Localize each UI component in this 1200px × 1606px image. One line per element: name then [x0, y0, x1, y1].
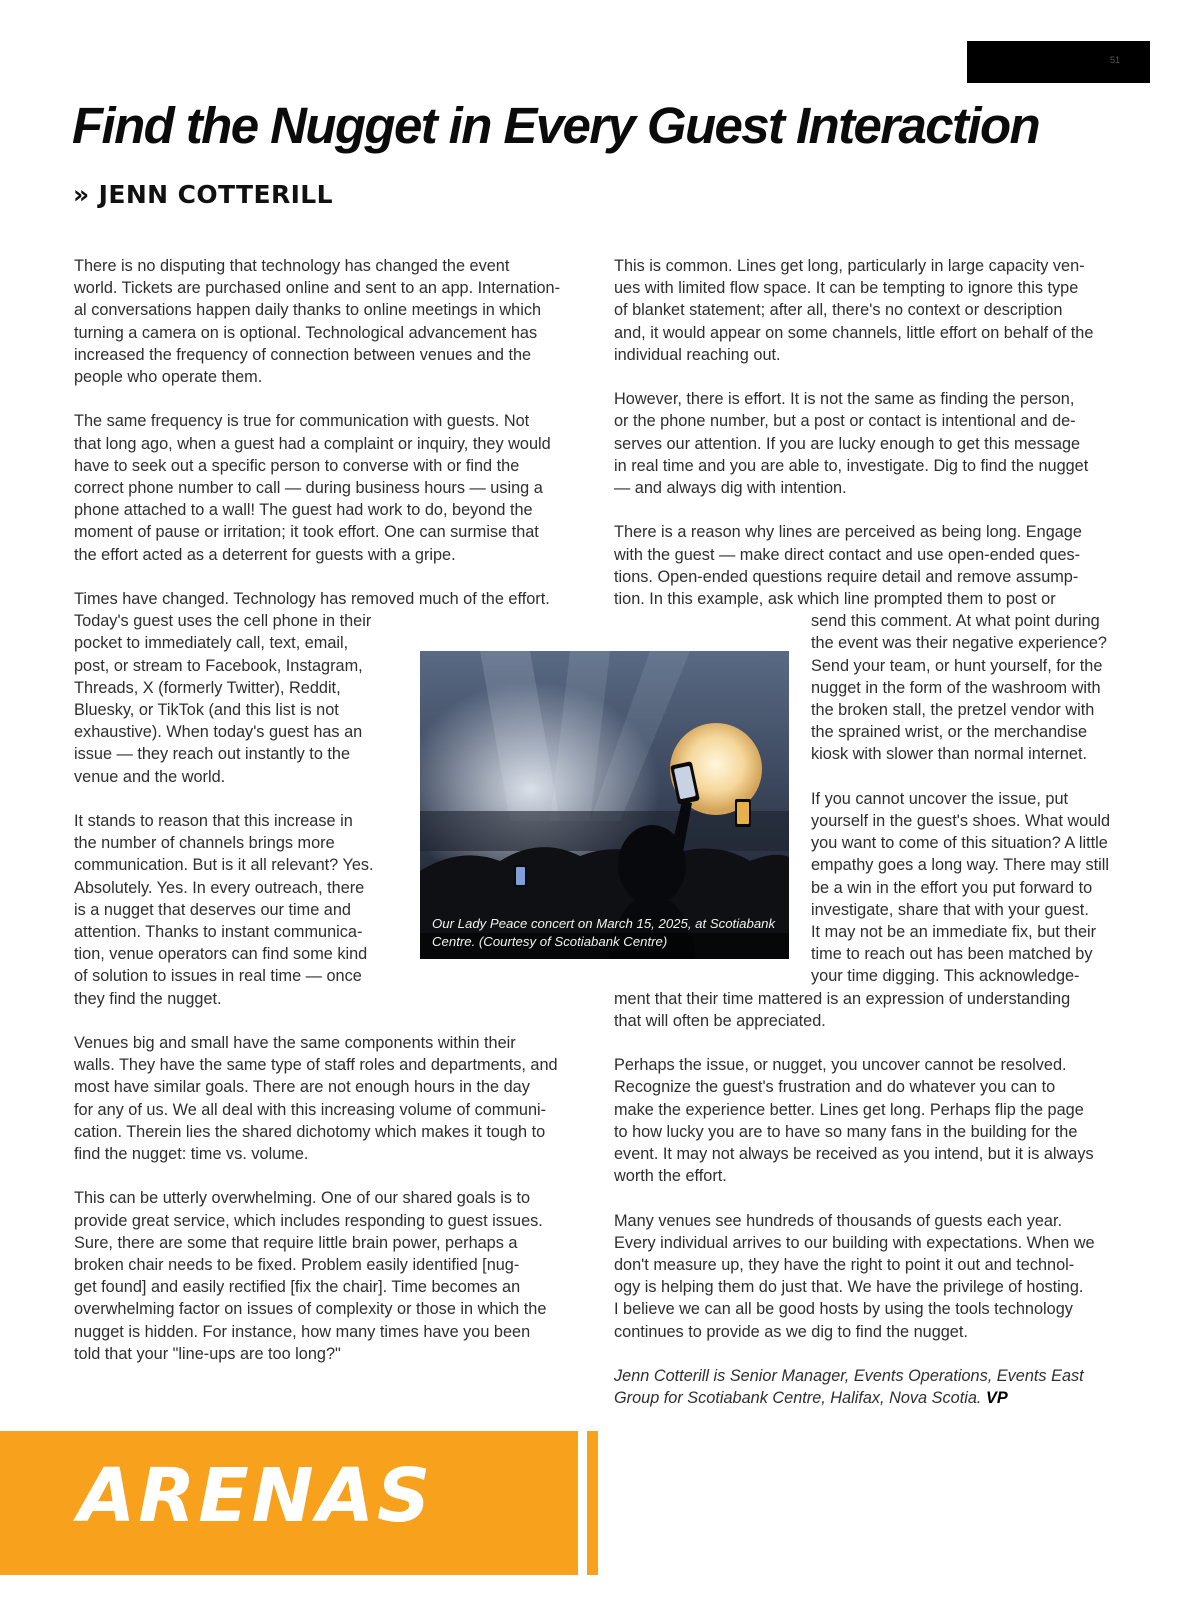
text-line: I believe we can all be good hosts by using the tools technology: [614, 1300, 1073, 1319]
paragraph: [614, 255, 1134, 366]
text-line: yourself in the guest's shoes. What would: [811, 812, 1111, 831]
text-line: communication. But is it all relevant? Yes.: [74, 856, 374, 875]
text-line: exhaustive). When today's guest has an: [74, 723, 363, 742]
text-line: that will often be appreciated.: [614, 1011, 826, 1030]
text-line: correct phone number to call — during business hours — using a: [74, 479, 543, 498]
text-line: serves our attention. If you are lucky enough to get this message: [614, 434, 1081, 453]
text-line: that long ago, when a guest had a complaint or inquiry, they would: [74, 434, 551, 453]
text-line: with the guest — make direct contact and use open-ended ques-: [614, 545, 1081, 564]
text-line: This is common. Lines get long, particularly in large capacity ven-: [614, 257, 1085, 275]
paragraph: [614, 988, 1134, 1032]
text-line: overwhelming factor on issues of complexity or those in which the: [74, 1300, 547, 1319]
text-line: in real time and you are able to, investigate. Dig to find the nugget: [614, 456, 1089, 475]
text-line: There is a reason why lines are perceived as being long. Engage: [614, 523, 1082, 542]
text-line: Times have changed. Technology has removed much of the effort.: [74, 590, 550, 609]
photo-caption: [432, 915, 781, 951]
text-line: tion. In this example, ask which line prompted them to post or: [614, 590, 1056, 609]
text-line: nugget is hidden. For instance, how many times have you been: [74, 1322, 531, 1341]
text-line: Recognize the guest's frustration and do whatever you can to: [614, 1078, 1056, 1097]
text-line: Venues big and small have the same components within their: [74, 1034, 516, 1053]
text-line: send this comment. At what point during: [811, 612, 1100, 631]
text-line: — and always dig with intention.: [614, 479, 847, 498]
text-line: the event was their negative experience?: [811, 634, 1107, 653]
text-line: Centre. (Courtesy of Scotiabank Centre): [432, 934, 668, 949]
concert-photo: [420, 651, 789, 959]
text-line: of blanket statement; after all, there's no context or description: [614, 301, 1063, 320]
text-line: post, or stream to Facebook, Instagram,: [74, 656, 363, 675]
byline-chevron-icon: »: [73, 180, 90, 209]
text-line: tion, venue operators can find some kind: [74, 945, 368, 964]
text-line: nugget in the form of the washroom with: [811, 678, 1101, 697]
text-line: provide great service, which includes responding to guest issues.: [74, 1211, 543, 1230]
text-line: Threads, X (formerly Twitter), Reddit,: [74, 678, 341, 697]
text-line: have to seek out a specific person to converse with or find the: [74, 456, 520, 475]
author-name: JENN COTTERILL: [98, 180, 333, 209]
text-line: Many venues see hundreds of thousands of guests each year.: [614, 1211, 1063, 1230]
text-line: is a nugget that deserves our time and: [74, 900, 351, 919]
text-line: moment of pause or irritation; it took effort. One can surmise that: [74, 523, 539, 542]
text-line: Every individual arrives to our building with expectations. When we: [614, 1233, 1095, 1252]
text-line: Perhaps the issue, or nugget, you uncover cannot be resolved.: [614, 1056, 1067, 1075]
text-line: the broken stall, the pretzel vendor with: [811, 701, 1095, 720]
byline: [73, 180, 333, 209]
text-line: [614, 1387, 1134, 1409]
text-line: to how lucky you are to have so many fans in the building for the: [614, 1122, 1078, 1141]
text-line: continues to provide as we dig to find the nugget.: [614, 1322, 968, 1341]
bio-text: Group for Scotiabank Centre, Halifax, Nova Scotia.: [614, 1389, 982, 1408]
text-line: empathy goes a long way. There may still: [811, 856, 1110, 875]
text-line: told that your "line-ups are too long?": [74, 1344, 341, 1363]
text-line: venue and the world.: [74, 767, 226, 786]
text-line: get found] and easily rectified [fix the chair]. Time becomes an: [74, 1278, 521, 1297]
page-number-box: [967, 41, 1150, 83]
text-line: of solution to issues in real time — once: [74, 967, 362, 986]
paragraph: [614, 1054, 1134, 1187]
article-title: Find the Nugget in Every Guest Interaction: [72, 97, 1040, 154]
text-line: This can be utterly overwhelming. One of our shared goals is to: [74, 1189, 531, 1208]
text-line: increased the frequency of connection between venues and the: [74, 345, 532, 364]
text-line: they find the nugget.: [74, 989, 222, 1008]
section-banner-stripe: [587, 1431, 598, 1575]
text-line: cation. Therein lies the shared dichotomy which makes it tough to: [74, 1122, 546, 1141]
text-line: people who operate them.: [74, 368, 263, 387]
text-line: Today's guest uses the cell phone in their: [74, 612, 372, 631]
text-line: The same frequency is true for communication with guests. Not: [74, 412, 530, 431]
text-line: It may not be an immediate fix, but their: [811, 923, 1097, 942]
text-line: for any of us. We all deal with this increasing volume of communi-: [74, 1100, 547, 1119]
paragraph: [74, 410, 594, 565]
text-line: There is no disputing that technology has changed the event: [74, 257, 510, 275]
text-line: most have similar goals. There are not enough hours in the day: [74, 1078, 530, 1097]
text-line: or the phone number, but a post or contact is intentional and de-: [614, 412, 1076, 431]
text-line: event. It may not always be received as you intend, but it is always: [614, 1145, 1094, 1164]
text-line: Jenn Cotterill is Senior Manager, Events Operations, Events East: [614, 1367, 1084, 1386]
sign-off-mark: VP: [985, 1389, 1008, 1408]
paragraph: [74, 1187, 594, 1365]
section-label: ARENAS: [78, 1453, 434, 1539]
text-line: be a win in the effort you put forward to: [811, 878, 1093, 897]
text-line: walls. They have the same type of staff roles and departments, and: [74, 1056, 558, 1075]
paragraph: [614, 1210, 1134, 1343]
text-line: world. Tickets are purchased online and sent to an app. Internation-: [74, 279, 561, 298]
text-line: investigate, share that with your guest.: [811, 900, 1089, 919]
text-line: you want to come of this situation? A little: [811, 834, 1108, 853]
text-line: However, there is effort. It is not the same as finding the person,: [614, 390, 1075, 409]
text-line: It stands to reason that this increase in: [74, 812, 353, 831]
text-line: make the experience better. Lines get long. Perhaps flip the page: [614, 1100, 1084, 1119]
text-line: If you cannot uncover the issue, put: [811, 789, 1069, 808]
text-line: the number of channels brings more: [74, 834, 335, 853]
text-line: worth the effort.: [614, 1167, 727, 1186]
text-line: ogy is helping them do just that. We have the privilege of hosting.: [614, 1278, 1084, 1297]
text-line: the effort acted as a deterrent for guests with a gripe.: [74, 545, 456, 564]
text-line: Bluesky, or TikTok (and this list is not: [74, 701, 339, 720]
text-line: don't measure up, they have the right to point it out and technol-: [614, 1256, 1075, 1275]
text-line: kiosk with slower than normal internet.: [811, 745, 1087, 764]
paragraph: [74, 1032, 594, 1165]
text-line: the sprained wrist, or the merchandise: [811, 723, 1088, 742]
text-line: and, it would appear on some channels, little effort on behalf of the: [614, 323, 1094, 342]
section-banner: [0, 1431, 578, 1575]
text-line: pocket to immediately call, text, email,: [74, 634, 349, 653]
text-line: individual reaching out.: [614, 345, 781, 364]
paragraph: [614, 521, 1134, 610]
text-line: ment that their time mattered is an expression of understanding: [614, 989, 1071, 1008]
paragraph: [614, 388, 1134, 499]
text-line: broken chair needs to be fixed. Problem easily identified [nug-: [74, 1256, 520, 1275]
text-line: al conversations happen daily thanks to online meetings in which: [74, 301, 542, 320]
paragraph: [74, 255, 594, 388]
concert-photo-illustration: [420, 651, 789, 959]
text-line: your time digging. This acknowledge-: [811, 967, 1080, 986]
page-number: 51: [1109, 55, 1120, 65]
text-line: turning a camera on is optional. Technological advancement has: [74, 323, 538, 342]
text-line: find the nugget: time vs. volume.: [74, 1145, 309, 1164]
text-line: time to reach out has been matched by: [811, 945, 1093, 964]
text-line: Send your team, or hunt yourself, for the: [811, 656, 1103, 675]
text-line: Our Lady Peace concert on March 15, 2025, at Scotiabank: [432, 916, 776, 931]
text-line: attention. Thanks to instant communica-: [74, 923, 363, 942]
author-bio: [614, 1365, 1134, 1409]
text-line: tions. Open-ended questions require detail and remove assump-: [614, 567, 1079, 586]
text-line: phone attached to a wall! The guest had work to do, beyond the: [74, 501, 533, 520]
text-line: Sure, there are some that require little brain power, perhaps a: [74, 1233, 518, 1252]
text-line: issue — they reach out instantly to the: [74, 745, 351, 764]
text-line: Absolutely. Yes. In every outreach, there: [74, 878, 365, 897]
text-line: ues with limited flow space. It can be tempting to ignore this type: [614, 279, 1079, 298]
